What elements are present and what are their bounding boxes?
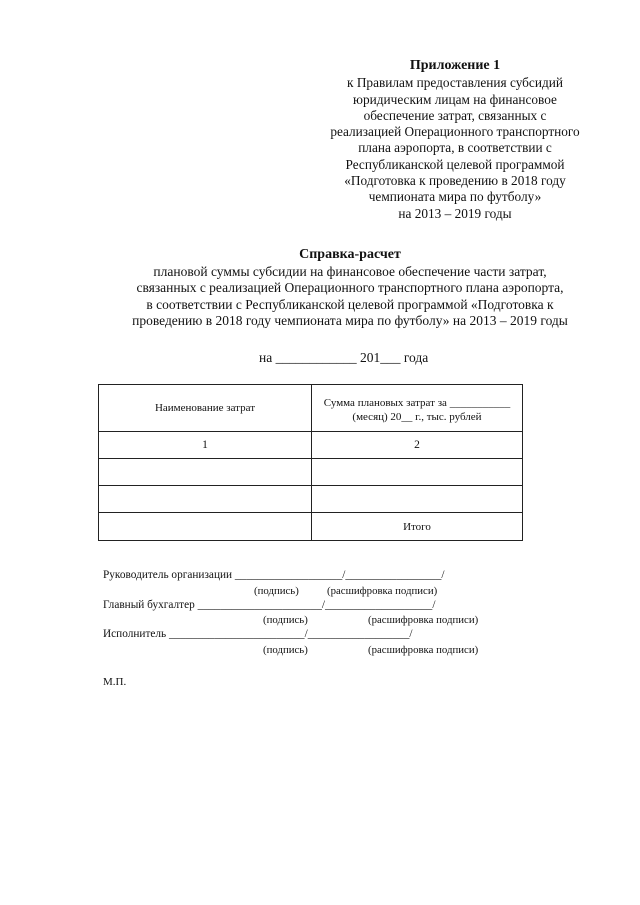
accountant-signature-caption: (подпись): [263, 614, 308, 626]
executor-decode-caption: (расшифровка подписи): [368, 644, 479, 656]
table-cell-empty[interactable]: [99, 486, 312, 513]
director-signature-caption: (подпись): [254, 585, 299, 597]
executor-signature-caption: (подпись): [263, 644, 308, 656]
appendix-line: на 2013 – 2019 годы: [398, 205, 512, 221]
document-subtitle-line: проведению в 2018 году чемпионата мира по футболу» на 2013 – 2019 годы: [132, 313, 568, 329]
calculation-table: [98, 384, 523, 541]
table-cell-empty[interactable]: [312, 459, 523, 486]
appendix-line: Республиканской целевой программой: [345, 156, 565, 172]
table-row: [99, 486, 523, 513]
appendix-line: юридическим лицам на финансовое: [353, 91, 557, 107]
document-heading: Справка-расчет: [299, 247, 401, 262]
accountant-decode-caption: (расшифровка подписи): [368, 614, 479, 626]
appendix-line: чемпионата мира по футболу»: [368, 189, 542, 205]
col-number-1: 1: [99, 432, 312, 459]
appendix-line: плана аэропорта, в соответствии с: [358, 140, 552, 156]
appendix-line: реализацией Операционного транспортного: [330, 124, 580, 140]
total-label: Итого: [312, 513, 523, 541]
col-header-expense-name: Наименование затрат: [99, 385, 312, 432]
executor-signature-line: Исполнитель ________________________/__________________/: [103, 628, 413, 640]
appendix-title: Приложение 1: [409, 58, 501, 73]
table-row-total: [99, 513, 523, 541]
table-cell-empty[interactable]: [99, 513, 312, 541]
table-cell-empty[interactable]: [99, 459, 312, 486]
table-header-row: [99, 385, 523, 432]
stamp-place-label: М.П.: [103, 676, 127, 688]
col-header-planned-sum-line2: (месяц) 20__ г., тыс. рублей: [352, 411, 482, 423]
director-signature-line: Руководитель организации ___________________/_________________/: [103, 569, 445, 581]
appendix-header: [300, 58, 610, 222]
table-row-column-numbers: [99, 432, 523, 459]
document-title-block: [0, 247, 640, 330]
document-subtitle-line: плановой суммы субсидии на финансовое обеспечение части затрат,: [153, 263, 547, 279]
date-line: на ____________ 201___ года: [259, 350, 429, 365]
appendix-line: обеспечение затрат, связанных с: [363, 107, 547, 123]
table-row: [99, 459, 523, 486]
col-number-2: 2: [312, 432, 523, 459]
appendix-line: к Правилам предоставления субсидий: [347, 75, 563, 91]
col-header-planned-sum-line1: Сумма плановых затрат за ___________: [323, 397, 511, 409]
director-decode-caption: (расшифровка подписи): [327, 585, 438, 597]
document-subtitle-line: связанных с реализацией Операционного транспортного плана аэропорта,: [136, 280, 564, 296]
accountant-signature-line: Главный бухгалтер ______________________/___________________/: [103, 599, 436, 611]
document-subtitle-line: в соответствии с Республиканской целевой программой «Подготовка к: [146, 296, 554, 312]
col-header-planned-sum: [312, 385, 523, 432]
appendix-line: «Подготовка к проведению в 2018 году: [344, 173, 566, 189]
table-cell-empty[interactable]: [312, 486, 523, 513]
